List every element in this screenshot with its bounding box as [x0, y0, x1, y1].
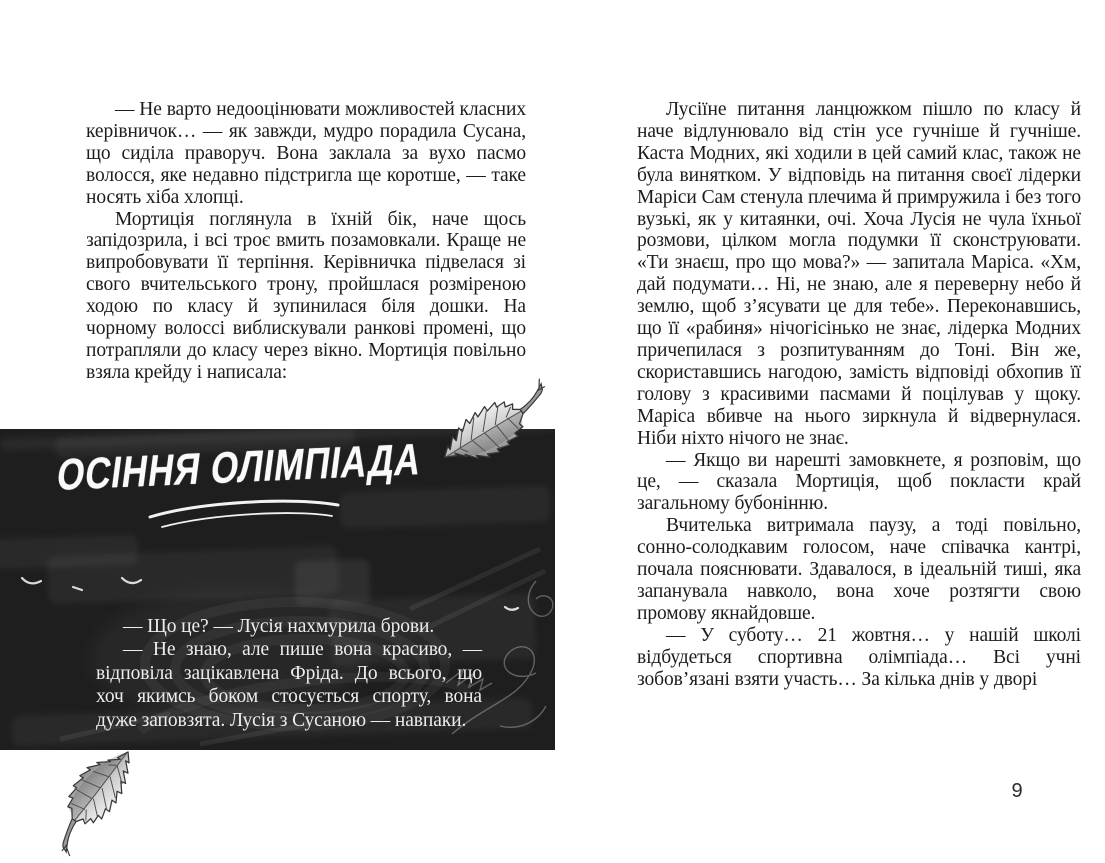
left-page-text-column — [86, 99, 526, 384]
chalk-underline — [150, 501, 338, 527]
chalkboard-illustration — [0, 429, 555, 750]
paragraph: — Не знаю, але пише вона красиво, — відповіла зацікавлена Фріда. До всього, що хоч якимсь боком стосується спорту, вона дуже заповзята. Лусія з Сусаною — навпаки. — [96, 639, 482, 731]
chalkboard-dialogue — [96, 615, 482, 732]
paragraph: — Якщо ви нарешті замовкнете, я розповім, що це, — сказала Мортиція, щоб покласти край загальному бубонінню. — [637, 449, 1081, 515]
paragraph: — У суботу… 21 жовтня… у нашій школі відбудеться спортивна олімпіада… Всі учні зобов’язані взяти участь… За кілька днів у дворі — [637, 624, 1081, 690]
paragraph: Вчителька витримала паузу, а тоді повільно, сонно-солодкавим голосом, наче співачка кантрі, почала пояснювати. Здавалося, в ідеальній тиші, яка запанувала навколо, вона хоче розтягти свою промову якнайдовше. — [637, 515, 1081, 624]
page-number: 9 — [1011, 780, 1023, 802]
right-page-text-column — [637, 99, 1081, 690]
leaf-icon — [25, 731, 160, 863]
chalkboard-title: ОСІННЯ ОЛІМПІАДА — [54, 434, 425, 500]
paragraph: Лусіїне питання ланцюжком пішло по класу й наче відлунювало від стін усе гучніше й гучніше. Каста Модних, які ходили в цей самий клас, також не була винятком. У відповідь на питання своєї лідерки Маріси Сам стенула плечима й примружила і без того вузькі, як у китаянки, очі. Хоча Лусія не чула їхньої розмови, цілком могла подумки її сконструювати. «Ти знаєш, про що мова?» — запитала Маріса. «Хм, дай подумати… Ні, не знаю, але я переверну небо й землю, щоб з’ясувати це для тебе». Переконавшись, що її «рабиня» нічогісінько не знає, лідерка Модних причепилася з розпитуванням до Тоні. Він же, скориставшись нагодою, замість відповіді обхопив її голову з красивими пасмами й поцілував у щоку. Маріса вбивче на нього зиркнула й відвернулася. Ніби ніхто нічого не знає. — [637, 99, 1081, 449]
paragraph: — Що це? — Лусія нахмурила брови. — [123, 616, 435, 637]
paragraph: Мортиція поглянула в їхній бік, наче щось запідозрила, і всі троє вмить позамовкали. Краще не випробовувати її терпіння. Керівничка підвелася зі свого вчительського трону, пройшлася розміреною ходою по класу й зупинилася біля дошки. На чорному волоссі виблискували ранкові промені, що потрапляли до класу через вікно. Мортиція повільно взяла крейду і написала: — [86, 208, 526, 383]
paragraph: — Не варто недооцінювати можливостей класних керівничок… — як завжди, мудро порадила Сусана, що сиділа праворуч. Вона заклала за вухо пасмо волосся, яке недавно підстригла ще коротше, — таке носять хіба хлопці. — [86, 99, 526, 208]
